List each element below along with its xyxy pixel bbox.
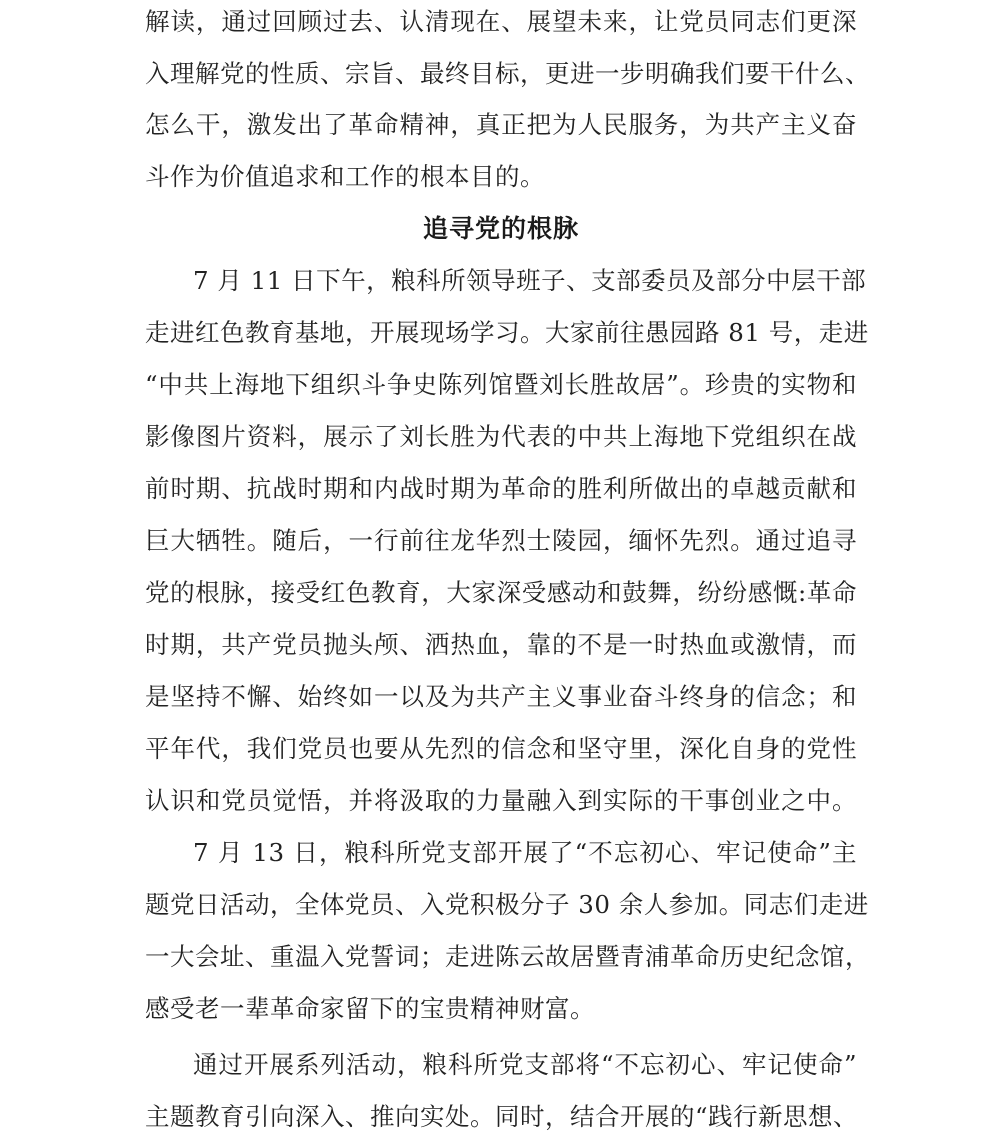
paragraph-line: 巨大牺牲。随后，一行前往龙华烈士陵园，缅怀先烈。通过追寻	[145, 526, 857, 555]
paragraph-line: 影像图片资料，展示了刘长胜为代表的中共上海地下党组织在战	[145, 422, 857, 451]
paragraph-line: 通过开展系列活动，粮科所党支部将“不忘初心、牢记使命”	[193, 1050, 857, 1079]
paragraph-line: 一大会址、重温入党誓词；走进陈云故居暨青浦革命历史纪念馆，	[145, 942, 870, 971]
paragraph-line: 斗作为价值追求和工作的根本目的。	[145, 162, 545, 191]
section-heading: 追寻党的根脉	[422, 214, 579, 243]
paragraph-line: 入理解党的性质、宗旨、最终目标，更进一步明确我们要干什么、	[145, 59, 870, 88]
paragraph-line: 怎么干，激发出了革命精神，真正把为人民服务，为共产主义奋	[145, 110, 857, 139]
paragraph-line: 解读，通过回顾过去、认清现在、展望未来，让党员同志们更深	[145, 7, 857, 36]
paragraph-line: 平年代，我们党员也要从先烈的信念和坚守里，深化自身的党性	[145, 734, 857, 763]
paragraph-line: 是坚持不懈、始终如一以及为共产主义事业奋斗终身的信念；和	[145, 682, 857, 711]
paragraph-line: 7 月 13 日，粮科所党支部开展了“不忘初心、牢记使命”主	[193, 838, 857, 867]
paragraph-line: 主题教育引向深入、推向实处。同时，结合开展的“践行新思想、	[145, 1102, 859, 1131]
paragraph-line: 前时期、抗战时期和内战时期为革命的胜利所做出的卓越贡献和	[145, 474, 857, 503]
paragraph-line: 时期，共产党员抛头颅、洒热血，靠的不是一时热血或激情，而	[145, 630, 857, 659]
paragraph-line: 题党日活动，全体党员、入党积极分子 30 余人参加。同志们走进	[145, 890, 869, 919]
paragraph-line: 走进红色教育基地，开展现场学习。大家前往愚园路 81 号，走进	[145, 318, 869, 347]
paragraph-line: 7 月 11 日下午，粮科所领导班子、支部委员及部分中层干部	[193, 266, 867, 295]
paragraph-line: “中共上海地下组织斗争史陈列馆暨刘长胜故居”。珍贵的实物和	[145, 370, 857, 399]
paragraph-line: 认识和党员觉悟，并将汲取的力量融入到实际的干事创业之中。	[145, 786, 857, 815]
paragraph-line: 党的根脉，接受红色教育，大家深受感动和鼓舞，纷纷感慨:革命	[145, 578, 857, 607]
paragraph-line: 感受老一辈革命家留下的宝贵精神财富。	[145, 994, 595, 1023]
